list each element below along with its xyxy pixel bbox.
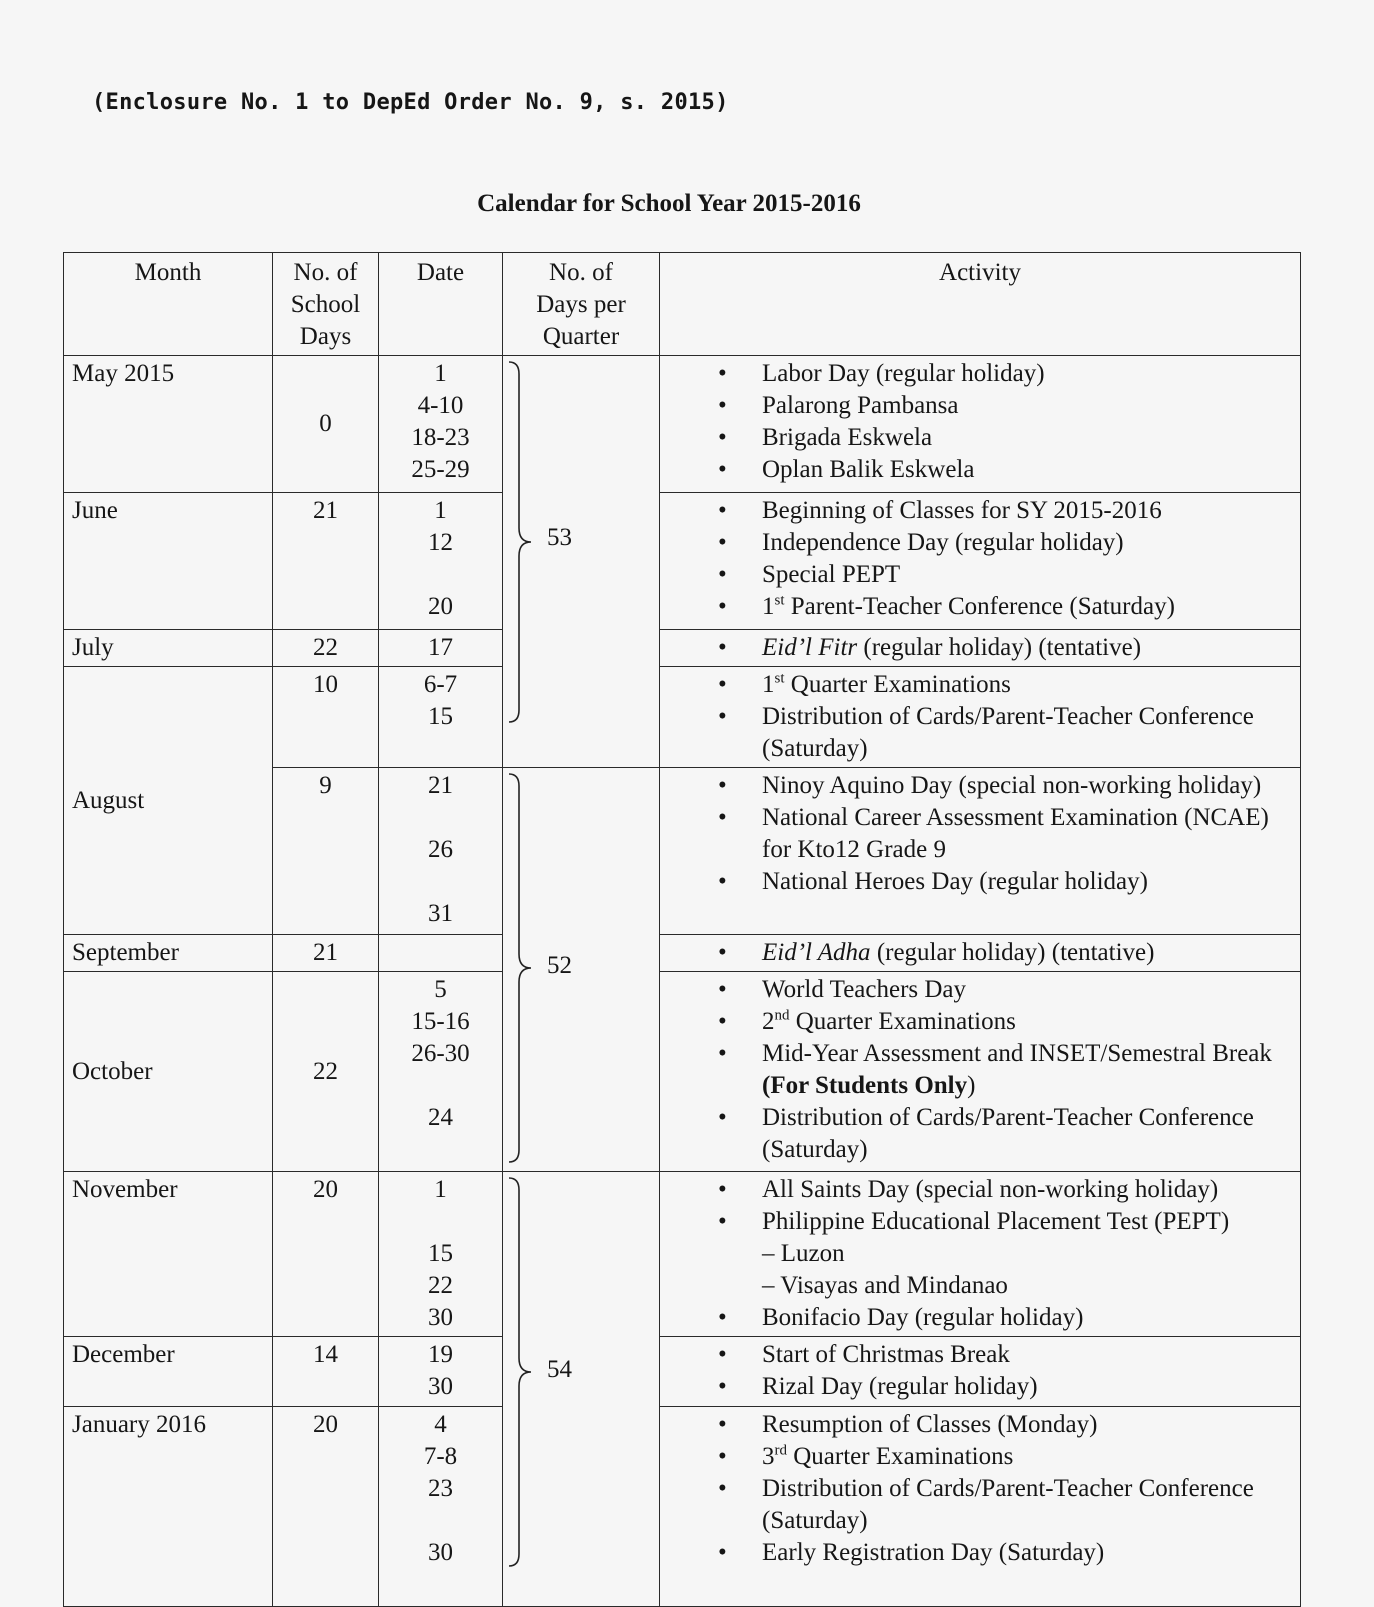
list-item: [762, 669, 1292, 701]
quarter-days-value: 53: [547, 524, 572, 551]
header-text: Days: [299, 323, 352, 350]
list-item: • Early Registration Day (Saturday): [762, 1537, 1292, 1569]
header-text: School: [290, 291, 361, 318]
month-cell: June: [64, 493, 273, 630]
ordinal: 2: [762, 1008, 775, 1035]
ordinal-suffix: nd: [774, 1007, 790, 1024]
date-spacer: [387, 1206, 494, 1238]
date-value: 15: [428, 703, 453, 730]
activity-cell: [660, 972, 1301, 1172]
list-item: • All Saints Day (special non-working holiday): [762, 1174, 1292, 1206]
header-activity: Activity: [660, 253, 1301, 356]
date-spacer: [387, 866, 494, 898]
activity-text: Parent-Teacher Conference (Saturday): [784, 593, 1175, 620]
list-item: [762, 632, 1292, 664]
date-value: 15: [428, 1240, 453, 1267]
quarter-days-value: 54: [547, 1356, 572, 1383]
header-text: Quarter: [542, 323, 620, 350]
date-value: 22: [428, 1272, 453, 1299]
activity-text: Quarter Examinations: [784, 671, 1011, 698]
list-item: • National Heroes Day (regular holiday): [762, 866, 1292, 898]
activity-cell: [660, 667, 1301, 768]
list-item: • Ninoy Aquino Day (special non-working holiday): [762, 770, 1292, 802]
brace-icon: [505, 1176, 537, 1568]
list-item: • World Teachers Day: [762, 974, 1292, 1006]
list-item: • Rizal Day (regular holiday): [762, 1371, 1292, 1403]
list-item: • Palarong Pambansa: [762, 390, 1292, 422]
school-calendar-table: [63, 252, 1301, 1607]
activity-cell: [660, 356, 1301, 493]
header-text: No. of: [549, 259, 613, 286]
month-cell: January 2016: [64, 1407, 273, 1607]
month-cell: August: [64, 667, 273, 935]
activity-text-bold: (For Students Only: [762, 1072, 968, 1099]
date-value: 1: [434, 360, 447, 387]
date-value: 7-8: [423, 1443, 458, 1470]
header-text: Days per: [536, 291, 626, 318]
school-days-cell: 10: [273, 667, 379, 768]
date-value: 15-16: [411, 1008, 470, 1035]
date-cell: [379, 1337, 503, 1407]
ordinal: 1: [762, 593, 775, 620]
page-title: Calendar for School Year 2015-2016: [477, 190, 861, 217]
quarter-3-cell: [503, 1172, 660, 1607]
table-row-january: [64, 1407, 1301, 1607]
list-item: [762, 1038, 1292, 1102]
activity-subitem: – Luzon: [762, 1240, 845, 1267]
date-value: 12: [428, 529, 453, 556]
date-cell: [379, 768, 503, 935]
date-value: 18-23: [411, 424, 470, 451]
table-row-august-1: [64, 667, 1301, 768]
date-value: 30: [428, 1373, 453, 1400]
list-item: [762, 1441, 1292, 1473]
list-item: • Resumption of Classes (Monday): [762, 1409, 1292, 1441]
table-row-september: [64, 935, 1301, 972]
school-days-cell: 22: [273, 630, 379, 667]
list-item: [762, 1006, 1292, 1038]
activity-text: • Philippine Educational Placement Test (PEPT): [762, 1208, 1230, 1235]
list-item: • Bonifacio Day (regular holiday): [762, 1302, 1292, 1334]
date-value: 30: [428, 1304, 453, 1331]
table-row-october: [64, 972, 1301, 1172]
date-value: 23: [428, 1475, 453, 1502]
date-value: 5: [434, 976, 447, 1003]
school-days-cell: 21: [273, 935, 379, 972]
date-spacer: [387, 1070, 494, 1102]
month-cell: November: [64, 1172, 273, 1337]
table-header-row: [64, 253, 1301, 356]
date-value: 19: [428, 1341, 453, 1368]
activity-cell: [660, 1172, 1301, 1337]
date-value: 21: [428, 772, 453, 799]
quarter-1-cell: [503, 356, 660, 768]
header-date: Date: [379, 253, 503, 356]
brace-icon: [505, 772, 537, 1164]
activity-cell: [660, 1337, 1301, 1407]
list-item: • Start of Christmas Break: [762, 1339, 1292, 1371]
activity-subitem: – Visayas and Mindanao: [762, 1272, 1008, 1299]
list-item: • Labor Day (regular holiday): [762, 358, 1292, 390]
date-value: 25-29: [411, 456, 470, 483]
header-month: Month: [64, 253, 273, 356]
activity-cell: [660, 935, 1301, 972]
list-item: • Distribution of Cards/Parent-Teacher Conference (Saturday): [762, 1102, 1292, 1166]
date-value: 1: [434, 497, 447, 524]
school-days-cell: 9: [273, 768, 379, 935]
school-days-cell: 14: [273, 1337, 379, 1407]
list-item: [762, 1206, 1292, 1302]
header-text: No. of: [293, 259, 358, 286]
activity-text: Quarter Examinations: [789, 1008, 1016, 1035]
date-value: 26: [428, 836, 453, 863]
list-item: • Oplan Balik Eskwela: [762, 454, 1292, 486]
list-item: • Distribution of Cards/Parent-Teacher Conference (Saturday): [762, 701, 1292, 765]
list-item: [762, 937, 1292, 969]
table-row-july: [64, 630, 1301, 667]
ordinal: 3: [762, 1443, 775, 1470]
date-value: 6-7: [423, 671, 458, 698]
activity-text: Mid-Year Assessment and INSET/Semestral Break: [762, 1040, 1272, 1067]
date-value: 26-30: [411, 1040, 470, 1067]
list-item: • National Career Assessment Examination (NCAE) for Kto12 Grade 9: [762, 802, 1292, 866]
date-cell: [379, 1407, 503, 1607]
date-value: 20: [428, 593, 453, 620]
month-cell: July: [64, 630, 273, 667]
list-item: • Special PEPT: [762, 559, 1292, 591]
table-row-december: [64, 1337, 1301, 1407]
date-spacer: [387, 802, 494, 834]
table-row-june: [64, 493, 1301, 630]
date-value: 24: [428, 1104, 453, 1131]
date-value: 30: [428, 1539, 453, 1566]
header-school-days: [273, 253, 379, 356]
ordinal-suffix: rd: [774, 1442, 787, 1459]
activity-cell: [660, 630, 1301, 667]
date-value: 1: [434, 1176, 447, 1203]
date-cell: [379, 972, 503, 1172]
activity-text: (regular holiday) (tentative): [857, 634, 1142, 661]
date-cell: 17: [379, 630, 503, 667]
date-spacer: [387, 1505, 494, 1537]
list-item: • Independence Day (regular holiday): [762, 527, 1292, 559]
month-cell: September: [64, 935, 273, 972]
school-days-cell: 0: [273, 356, 379, 493]
activity-text: Quarter Examinations: [787, 1443, 1014, 1470]
enclosure-note: (Enclosure No. 1 to DepEd Order No. 9, s. 2015): [92, 90, 729, 115]
ordinal: 1: [762, 671, 775, 698]
month-cell: May 2015: [64, 356, 273, 493]
list-item: • Beginning of Classes for SY 2015-2016: [762, 495, 1292, 527]
school-days-cell: 22: [273, 972, 379, 1172]
activity-cell: [660, 1407, 1301, 1607]
activity-text: Eid’l Adha: [762, 939, 871, 966]
date-cell: [379, 667, 503, 768]
list-item: [762, 591, 1292, 623]
date-cell: [379, 493, 503, 630]
date-value: 31: [428, 900, 453, 927]
month-cell: December: [64, 1337, 273, 1407]
date-cell: [379, 356, 503, 493]
header-days-per-quarter: [503, 253, 660, 356]
quarter-days-value: 52: [547, 952, 572, 979]
activity-cell: [660, 493, 1301, 630]
ordinal-suffix: st: [774, 670, 785, 687]
activity-text: ): [967, 1072, 976, 1099]
date-value: 4-10: [417, 392, 464, 419]
school-days-cell: 20: [273, 1407, 379, 1607]
month-cell: October: [64, 972, 273, 1172]
quarter-2-cell: [503, 768, 660, 1172]
table-row-november: [64, 1172, 1301, 1337]
ordinal-suffix: st: [774, 592, 785, 609]
activity-cell: [660, 768, 1301, 935]
brace-icon: [505, 360, 537, 725]
table-row-may: [64, 356, 1301, 493]
list-item: • Brigada Eskwela: [762, 422, 1292, 454]
date-cell: [379, 1172, 503, 1337]
date-cell: [379, 935, 503, 972]
school-days-cell: 21: [273, 493, 379, 630]
activity-text: Eid’l Fitr: [762, 634, 858, 661]
school-days-cell: 20: [273, 1172, 379, 1337]
activity-text: (regular holiday) (tentative): [870, 939, 1155, 966]
date-spacer: [387, 559, 494, 591]
list-item: • Distribution of Cards/Parent-Teacher Conference (Saturday): [762, 1473, 1292, 1537]
date-value: 4: [434, 1411, 447, 1438]
